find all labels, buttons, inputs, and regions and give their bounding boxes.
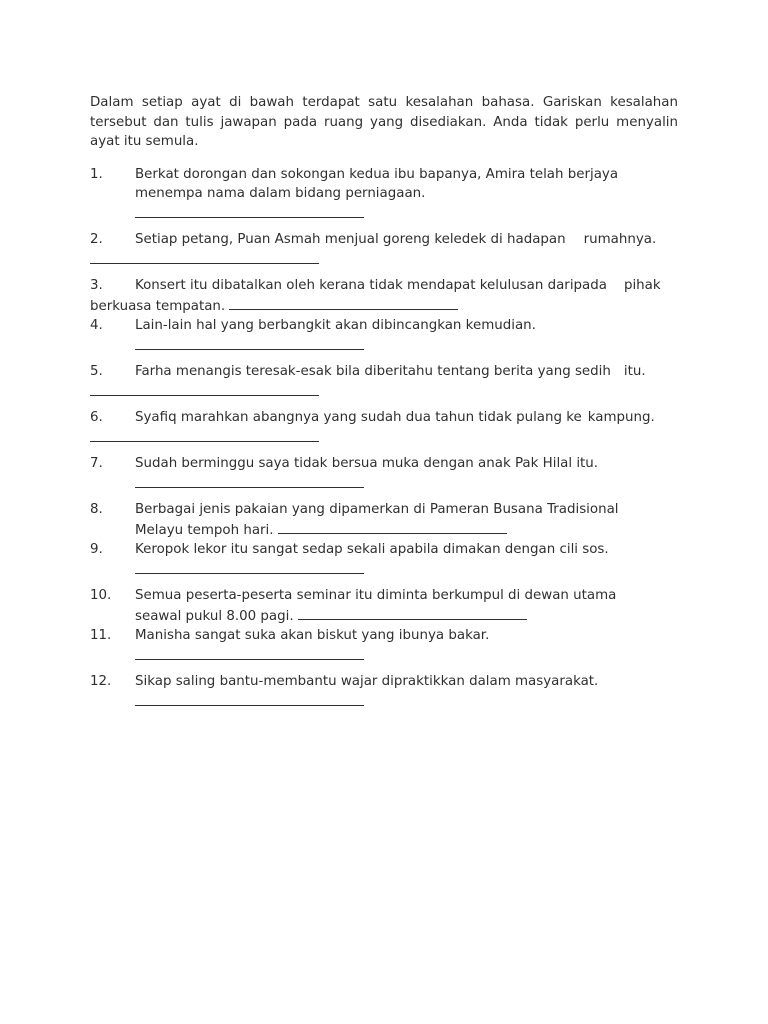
question-text-end: pihak bbox=[623, 278, 661, 293]
question-text-continued: menempa nama dalam bidang perniagaan. bbox=[135, 186, 426, 201]
question-number: 11. bbox=[90, 628, 112, 643]
question-text: Farha menangis teresak-esak bila diberitahu tentang berita yang sedih bbox=[135, 364, 611, 379]
question-number: 4. bbox=[90, 318, 103, 333]
question-text-continued: seawal pukul 8.00 pagi. bbox=[135, 608, 294, 624]
question-3 bbox=[90, 276, 678, 316]
worksheet bbox=[90, 93, 678, 712]
question-text-continued: Melayu tempoh hari. bbox=[135, 522, 274, 538]
answer-blank[interactable] bbox=[278, 520, 507, 534]
question-text: Syafiq marahkan abangnya yang sudah dua tahun tidak pulang ke bbox=[135, 410, 582, 425]
instruction-text: Dalam setiap ayat di bawah terdapat satu kesalahan bahasa. Gariskan kesalahan tersebut dan tulis jawapan pada ruang yang disediakan. Anda tidak perlu menyalin ayat itu semula. bbox=[90, 95, 678, 149]
question-number: 3. bbox=[90, 278, 103, 293]
question-text: Setiap petang, Puan Asmah menjual goreng keledek di hadapan bbox=[135, 232, 566, 247]
question-text: Semua peserta-peserta seminar itu diminta berkumpul di dewan utama bbox=[135, 588, 617, 603]
question-text: Sikap saling bantu-membantu wajar dipraktikkan dalam masyarakat. bbox=[135, 674, 599, 689]
question-text: Berkat dorongan dan sokongan kedua ibu bapanya, Amira telah berjaya bbox=[135, 166, 619, 182]
question-number: 8. bbox=[90, 502, 103, 517]
question-number: 1. bbox=[90, 166, 103, 182]
question-4 bbox=[90, 316, 678, 356]
question-11 bbox=[90, 626, 678, 666]
question-number: 5. bbox=[90, 364, 103, 379]
question-9 bbox=[90, 540, 678, 580]
answer-blank[interactable] bbox=[135, 204, 364, 218]
answer-blank[interactable] bbox=[135, 336, 364, 350]
answer-blank[interactable] bbox=[135, 692, 364, 706]
question-text: Konsert itu dibatalkan oleh kerana tidak mendapat kelulusan daripada bbox=[135, 278, 607, 293]
answer-blank[interactable] bbox=[135, 560, 364, 574]
question-text: Lain-lain hal yang berbangkit akan dibincangkan kemudian. bbox=[135, 318, 536, 333]
question-6 bbox=[90, 408, 678, 448]
answer-blank[interactable] bbox=[90, 250, 319, 264]
answer-blank[interactable] bbox=[135, 474, 364, 488]
question-10 bbox=[90, 586, 678, 626]
answer-blank[interactable] bbox=[135, 646, 364, 660]
question-number: 10. bbox=[90, 588, 112, 603]
question-text-end: rumahnya. bbox=[583, 232, 657, 247]
question-text: Sudah berminggu saya tidak bersua muka dengan anak Pak Hilal itu. bbox=[135, 456, 599, 471]
question-number: 9. bbox=[90, 542, 103, 557]
question-7 bbox=[90, 454, 678, 494]
question-12 bbox=[90, 672, 678, 712]
question-text-end: itu. bbox=[623, 364, 646, 379]
question-1 bbox=[90, 165, 678, 225]
question-number: 2. bbox=[90, 232, 103, 247]
question-text: Berbagai jenis pakaian yang dipamerkan di Pameran Busana Tradisional bbox=[135, 502, 619, 517]
question-8 bbox=[90, 500, 678, 540]
question-text-continued: berkuasa tempatan. bbox=[90, 298, 226, 314]
question-2 bbox=[90, 230, 678, 270]
question-5 bbox=[90, 362, 678, 402]
answer-blank[interactable] bbox=[229, 296, 458, 310]
question-number: 6. bbox=[90, 410, 103, 425]
question-text: Keropok lekor itu sangat sedap sekali apabila dimakan dengan cili sos. bbox=[135, 542, 609, 557]
answer-blank[interactable] bbox=[90, 382, 319, 396]
answer-blank[interactable] bbox=[90, 428, 319, 442]
answer-blank[interactable] bbox=[298, 606, 527, 620]
question-text-end: kampung. bbox=[587, 410, 655, 425]
question-number: 12. bbox=[90, 674, 112, 689]
question-number: 7. bbox=[90, 456, 103, 471]
question-text: Manisha sangat suka akan biskut yang ibunya bakar. bbox=[135, 628, 490, 643]
